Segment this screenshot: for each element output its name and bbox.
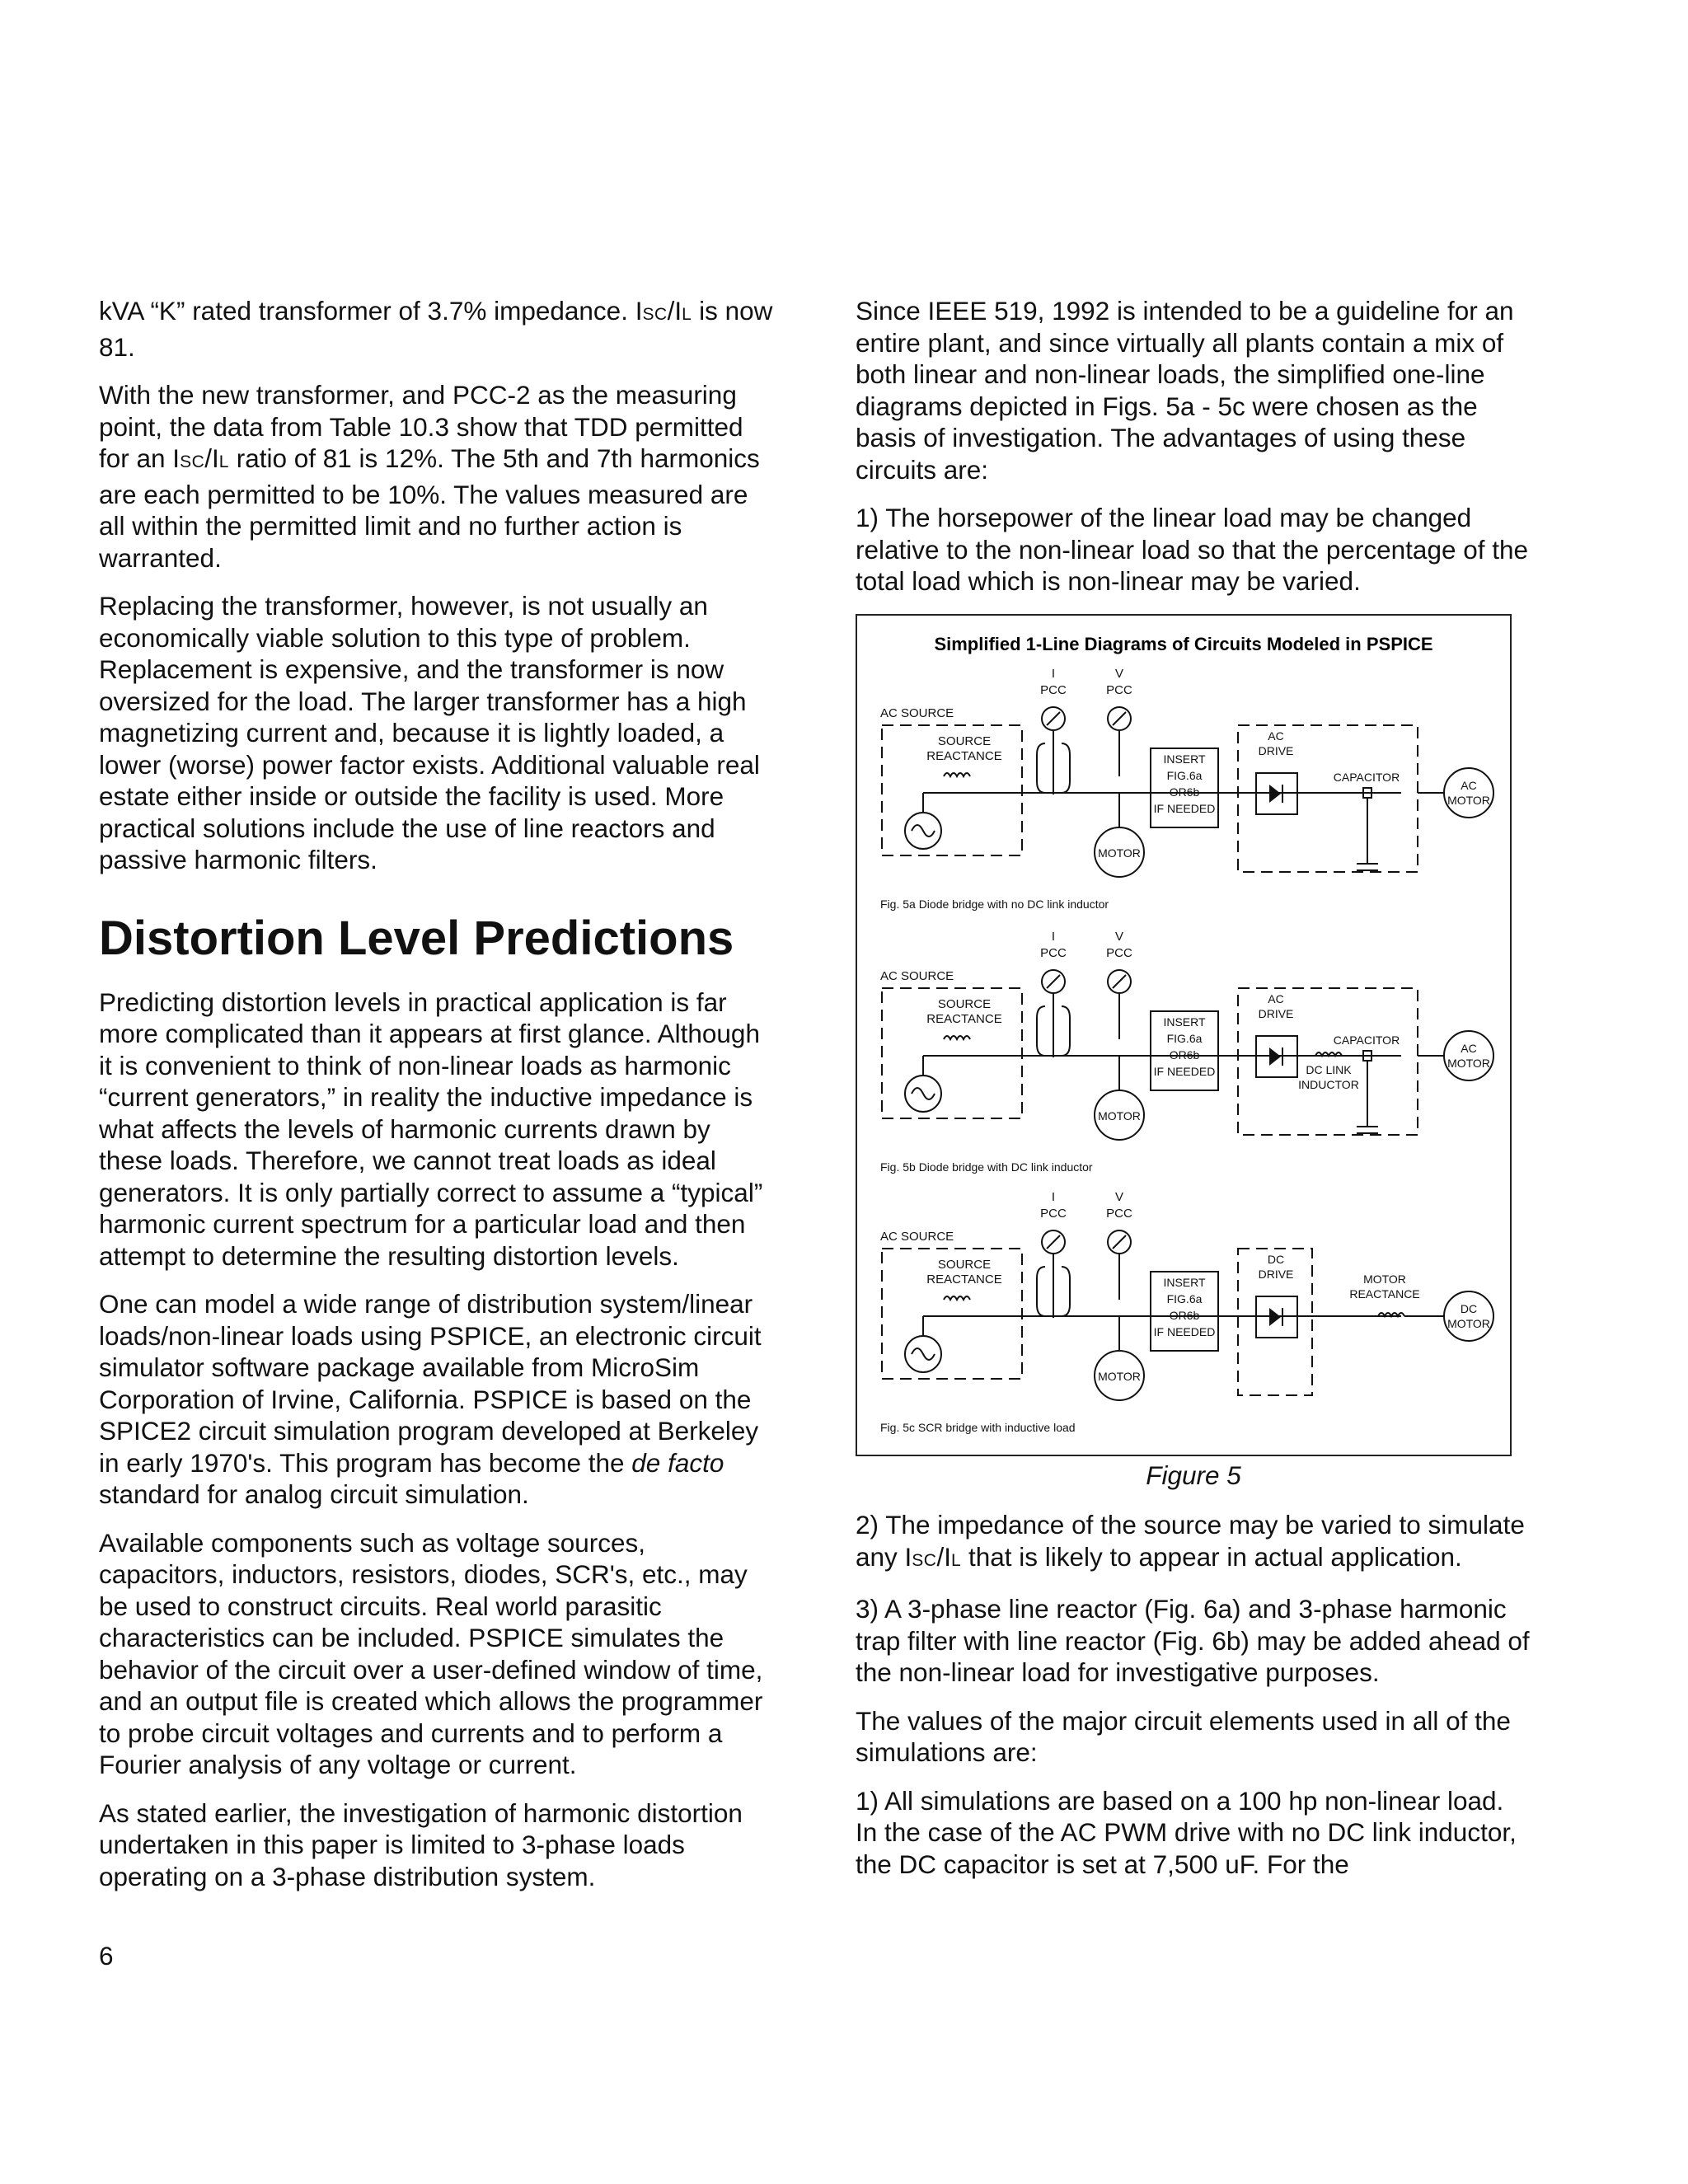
ac-motor-icon [1444,1031,1493,1080]
figure-5-box [856,614,1512,1456]
il-subscript: L [218,452,229,471]
inductor-label: INDUCTOR [1298,1077,1359,1091]
fig6a-label: FIG.6a [1166,1031,1203,1045]
right-paragraph-3 [856,1509,1531,1577]
right-paragraph-2: 1) The horsepower of the linear load may be changed relative to the non-linear load so that the percentage of the total load which is non-linear may be varied. [856,503,1529,596]
sine-wave-icon [912,1088,935,1099]
if-needed-label: IF NEEDED [1153,801,1216,815]
current-meter-label-i: I [1051,929,1056,944]
left-paragraph-4: Predicting distortion levels in practical application is far more complicated than it appears at first glance. Although it is convenient to think of non-linear loads as harmonic “current generators,” in reality the inductive impedance is what affects the levels of harmonic currents drawn by these loads. Therefore, we cannot treat loads as ideal generators. It is only partially correct to assume a “typical” harmonic current spectrum for a particular load and then attempt to determine the resulting distortion levels. [99,987,763,1271]
left-paragraph-1 [99,295,775,363]
right-paragraph-4: 3) A 3-phase line reactor (Fig. 6a) and 3-phase harmonic trap filter with line reactor (Fig. 6b) may be added ahead of the non-linear load for investigative purposes. [856,1594,1530,1687]
isc-subscript: SC [912,1550,937,1570]
meter-needle [1113,1235,1126,1249]
or6b-label: OR6b [1169,1308,1200,1322]
meter-needle [1047,1235,1060,1249]
ac-motor-icon [1444,768,1493,818]
ac-source-label: AC SOURCE [880,1229,954,1244]
ac-source-label: AC SOURCE [880,705,954,720]
text-run: kVA “K” rated transformer of 3.7% impedance. I [99,296,643,326]
isc-subscript: SC [642,305,668,324]
diode-icon [1269,1047,1281,1066]
or6b-label: OR6b [1169,1047,1200,1062]
current-transformer-icon [1037,743,1045,793]
il-subscript: L [951,1550,962,1570]
ac-motor-label-ac: AC [1461,778,1477,792]
figure-caption: Figure 5 [1146,1460,1241,1490]
right-column [856,295,1531,1896]
sine-wave-icon [912,1348,935,1360]
source-inductor-icon [944,773,970,776]
motor-label: MOTOR [1098,1108,1141,1122]
reactance-label: REACTANCE [926,1011,1002,1026]
drive-type-label: AC [1268,729,1284,743]
drive-label: DRIVE [1258,743,1294,757]
pcc-label: PCC [1040,945,1067,960]
drive-type-label: AC [1268,991,1284,1005]
fig6a-label: FIG.6a [1166,768,1203,782]
italic-term: de facto [631,1447,724,1478]
left-column [99,295,775,1909]
text-run: is now 81. [99,296,773,362]
text-run: that is likely to appear in actual application. [961,1541,1462,1572]
text-run: ratio of 81 is 12%. The 5th and 7th harmonics are each permitted to be 10%. The values measured are all within the permitted limit and no further action is warranted. [99,443,760,573]
il-subscript: L [682,305,692,324]
text-run: /I [667,296,682,326]
if-needed-label: IF NEEDED [1153,1324,1216,1338]
left-paragraph-5 [99,1288,775,1511]
voltage-meter-label-v: V [1114,929,1124,944]
pcc-label: PCC [1106,1206,1132,1221]
motor-label: MOTOR [1098,1369,1141,1383]
meter-needle [1113,975,1126,988]
pcc-label: PCC [1040,682,1067,697]
text-run: 2) The impedance of the source may be varied to simulate any I [856,1510,1525,1572]
current-transformer-icon [1062,743,1070,793]
source-inductor-icon [944,1296,970,1300]
circuit-diagrams [857,616,1510,1455]
right-paragraph-6: 1) All simulations are based on a 100 hp non-linear load. In the case of the AC PWM drive with no DC link inductor, the DC capacitor is set at 7,500 uF. For the [856,1785,1517,1879]
text-run: With the new transformer, and PCC-2 as the measuring point, the data from Table 10.3 show that TDD permitted for an I [99,380,743,473]
sine-wave-icon [912,825,935,837]
figure-title: Simplified 1-Line Diagrams of Circuits Modeled in PSPICE [934,633,1433,654]
left-paragraph-6: Available components such as voltage sources, capacitors, inductors, resistors, diodes, SCR's, etc., may be used to construct circuits. Real world parasitic characteristics can be included. PSPICE simulates the behavior of the circuit over a user-defined window of time, and an output file is created which allows the programmer to probe circuit voltages and currents and to perform a Fourier analysis of any voltage or current. [99,1527,763,1779]
insert-label: INSERT [1163,1015,1206,1029]
current-meter-label-i: I [1051,666,1056,681]
subcaption-b: Fig. 5b Diode bridge with DC link inductor [880,1160,1093,1174]
meter-needle [1047,975,1060,988]
meter-needle [1113,712,1126,725]
source-label: SOURCE [937,1257,992,1272]
isc-subscript: SC [180,452,205,471]
motor-reactance-label: REACTANCE [1349,1286,1420,1301]
dc-motor-label-dc: DC [1460,1301,1478,1315]
text-run: One can model a wide range of distribution system/linear loads/non-linear loads using PSPICE, an electronic circuit simulator software package available from MicroSim Corporation of Irvine, California. PSPICE is based on the SPICE2 circuit simulation program developed at Berkeley in early 1970's. This program has become the [99,1289,762,1478]
left-paragraph-7: As stated earlier, the investigation of harmonic distortion undertaken in this paper is limited to 3-phase loads operating on a 3-phase distribution system. [99,1797,743,1891]
voltage-meter-label-v: V [1114,666,1124,681]
current-meter-label-i: I [1051,1189,1056,1204]
capacitor-label: CAPACITOR [1333,1033,1400,1047]
current-transformer-icon [1037,1267,1045,1316]
ac-motor-label-motor: MOTOR [1447,793,1490,807]
current-transformer-icon [1037,1006,1045,1056]
source-label: SOURCE [937,996,992,1011]
text-run: /I [204,443,219,473]
pcc-label: PCC [1040,1206,1067,1221]
ac-source-label: AC SOURCE [880,968,954,983]
source-inductor-icon [944,1036,970,1039]
current-transformer-icon [1062,1006,1070,1056]
voltage-meter-label-v: V [1114,1189,1124,1204]
pcc-label: PCC [1106,945,1132,960]
source-label: SOURCE [937,733,992,748]
if-needed-label: IF NEEDED [1153,1064,1216,1078]
section-heading: Distortion Level Predictions [99,911,734,965]
insert-label: INSERT [1163,752,1206,766]
ac-motor-label-ac: AC [1461,1041,1477,1055]
pcc-label: PCC [1106,682,1132,697]
subcaption-c: Fig. 5c SCR bridge with inductive load [880,1420,1076,1434]
subcaption-a: Fig. 5a Diode bridge with no DC link inductor [880,897,1109,911]
right-paragraph-1: Since IEEE 519, 1992 is intended to be a guideline for an entire plant, and since virtually all plants contain a mix of both linear and non-linear loads, the simplified one-line diagrams depicted in Figs. 5a - 5c were chosen as the basis of investigation. The advantages of using these circuits are: [856,296,1514,485]
drive-label: DRIVE [1258,1267,1294,1281]
drive-label: DRIVE [1258,1006,1294,1020]
reactance-label: REACTANCE [926,748,1002,763]
text-run: standard for analog circuit simulation. [99,1479,529,1509]
dc-motor-label-motor: MOTOR [1447,1316,1490,1330]
dc-motor-icon [1444,1291,1493,1341]
motor-label: MOTOR [1098,846,1141,860]
insert-label: INSERT [1163,1275,1206,1289]
dc-link-label: DC LINK [1306,1062,1352,1076]
reactance-label: REACTANCE [926,1272,1002,1286]
ac-motor-label-motor: MOTOR [1447,1056,1490,1070]
fig6a-label: FIG.6a [1166,1291,1203,1305]
scr-icon [1269,1308,1281,1326]
current-transformer-icon [1062,1267,1070,1316]
diode-icon [1269,785,1281,803]
drive-type-label: DC [1267,1252,1285,1266]
text-run: /I [936,1541,951,1572]
or6b-label: OR6b [1169,785,1200,799]
left-paragraph-2 [99,379,775,574]
page-number: 6 [99,1941,114,1971]
motor-reactance-label: MOTOR [1363,1272,1406,1286]
right-paragraph-5: The values of the major circuit elements used in all of the simulations are: [856,1705,1511,1767]
left-paragraph-3: Replacing the transformer, however, is not usually an economically viable solution to this type of problem. Replacement is expensive, and the transformer is now oversized for the load. The larger transformer has a high magnetizing current and, because it is lightly loaded, a lower (worse) power factor exists. Additional valuable real estate either inside or outside the facility is used. More practical solutions include the use of line reactors and passive harmonic filters. [99,591,760,874]
capacitor-label: CAPACITOR [1333,770,1400,784]
meter-needle [1047,712,1060,725]
